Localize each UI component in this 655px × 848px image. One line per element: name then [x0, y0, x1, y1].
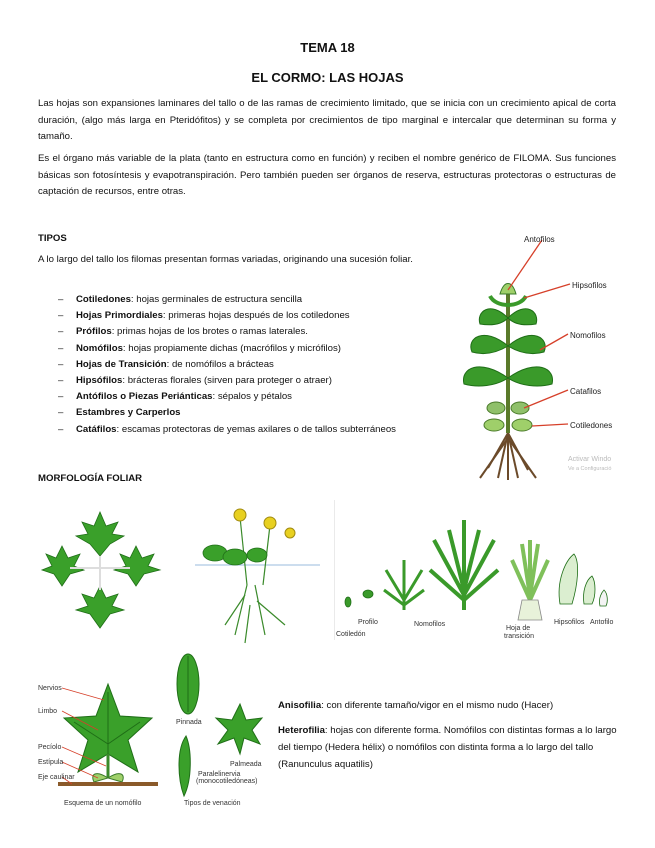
- venation-label-paralelinervia: Paralelinervia: [198, 771, 241, 778]
- schema-label-limbo: Limbo: [38, 708, 58, 715]
- tipos-lead: A lo largo del tallo los filomas presentan formas variadas, originando una sucesión foliar.: [38, 254, 413, 265]
- label-hipsofilos: Hipsofilos: [572, 281, 607, 290]
- list-item: – Antófilos o Piezas Periánticas: sépalos y pétalos: [58, 391, 292, 403]
- label-antofilos: Antofilos: [524, 235, 555, 244]
- list-item: – Hipsófilos: brácteras florales (sirven para proteger o atraer): [58, 375, 332, 387]
- anisofilia-text: Anisofilia: con diferente tamaño/vigor en el mismo nudo (Hacer): [278, 700, 554, 711]
- plant-leaf-types-figure: [450, 228, 620, 483]
- page-title: TEMA 18: [300, 40, 355, 55]
- seq-label-nomofilos: Nomofilos: [414, 621, 446, 628]
- label-nomofilos: Nomofilos: [570, 331, 606, 340]
- label-cotiledones: Cotiledones: [570, 421, 613, 430]
- list-item: – Hojas Primordiales: primeras hojas después de los cotiledones: [58, 310, 350, 322]
- venation-label-palmeada: Palmeada: [230, 761, 262, 768]
- schema-label-peciolo: Pecíolo: [38, 744, 62, 751]
- list-item: – Cotiledones: hojas germinales de estructura sencilla: [58, 294, 303, 305]
- leaf-sequence-figure: [334, 500, 620, 650]
- intro-paragraph-2: Es el órgano más variable de la plata (tanto en estructura como en función) y reciben el nombre genérico de FILOMA. Sus funciones básicas son fotosíntesis y evapotranspiración. Pero también pueden ser órganos de reserva, estructuras protectoras o estructuras de captación de recursos, entre otras.: [38, 153, 616, 197]
- seq-label-hoja-de: Hoja de: [506, 625, 531, 632]
- tipos-list: [58, 292, 478, 438]
- watermark-line-1: Activar Windo: [568, 456, 612, 463]
- maple-leaves-figure: [40, 500, 180, 640]
- heterofilia-text: Heterofilia: hojas con diferente forma. Nomófilos con distintas formas a lo largo del tiempo (Hedera hélix) o nomófilos con distinta forma a lo largo del tallo (Ranunculus aquatilis): [278, 725, 617, 770]
- list-item: – Prófilos: primas hojas de los brotes o ramas laterales.: [58, 326, 308, 338]
- venation-label-monocot: (monocotiledóneas): [196, 778, 258, 785]
- section-heading-morfologia: MORFOLOGÍA FOLIAR: [38, 473, 143, 484]
- venation-types-figure: [170, 650, 270, 810]
- nomophyll-schema-figure: [38, 670, 168, 810]
- list-item: – Nomófilos: hojas propiamente dichas (macrófilos y micrófilos): [58, 342, 341, 354]
- schema-label-eje: Eje caulinar: [38, 774, 75, 781]
- schema-label-nervios: Nervios: [38, 685, 62, 692]
- seq-label-cotiledon: Cotiledón: [336, 631, 366, 638]
- section-heading-tipos: TIPOS: [38, 233, 67, 244]
- venation-label-pinnada: Pinnada: [176, 719, 202, 726]
- seq-label-hipsofilos: Hipsofilos: [554, 619, 585, 626]
- list-item: – Estambres y Carperlos: [58, 407, 181, 419]
- list-item: – Catáfilos: escamas protectoras de yemas axilares o de tallos subterráneos: [58, 423, 396, 435]
- venation-caption: Tipos de venación: [184, 800, 241, 807]
- watermark-line-2: Ve a Configuració: [568, 466, 612, 472]
- ranunculus-figure: [195, 505, 320, 645]
- list-item: – Hojas de Transición: de nomófilos a brácteas: [58, 358, 274, 370]
- schema-caption: Esquema de un nomófilo: [64, 800, 142, 807]
- label-catafilos: Catafilos: [570, 387, 602, 396]
- page-subtitle: EL CORMO: LAS HOJAS: [251, 70, 404, 85]
- seq-label-transicion: transición: [504, 633, 534, 640]
- seq-label-profilo: Profilo: [358, 619, 378, 626]
- seq-label-antofilo: Antofilo: [590, 619, 614, 626]
- schema-label-estipula: Estípula: [38, 759, 64, 766]
- intro-paragraph-1: Las hojas son expansiones laminares del tallo o de las ramas de crecimiento limitado, que se inicia con un crecimiento apical de corta duración, (algo más larga en Pteridófitos) y se completa por crecimientos de tipo marginal e intercalar que determinan su forma y tamaño.: [38, 98, 616, 142]
